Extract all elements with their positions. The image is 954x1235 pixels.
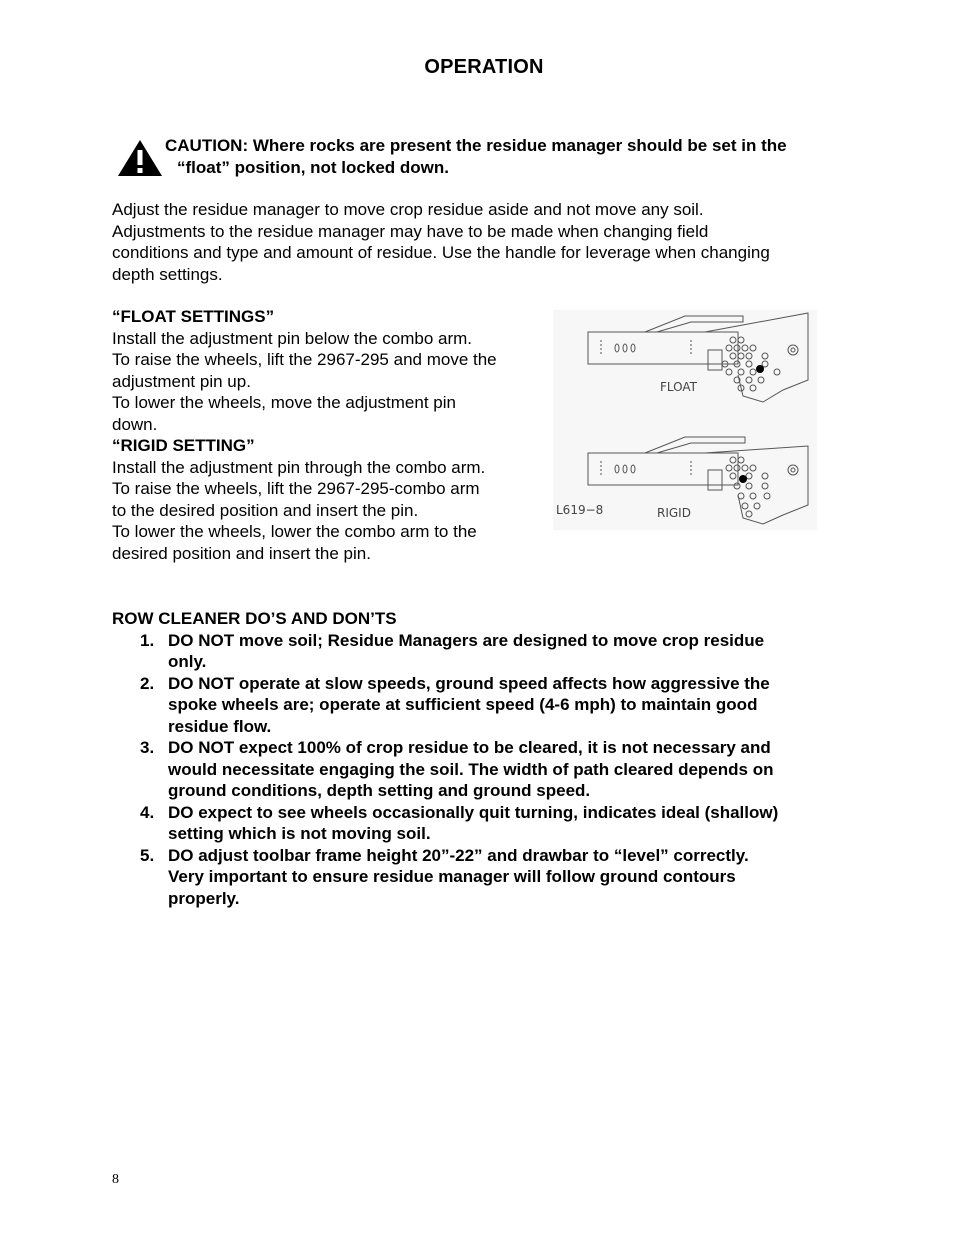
caution-line-1: CAUTION: Where rocks are present the residue manager should be set in the <box>165 136 787 155</box>
rigid-line: To raise the wheels, lift the 2967-295-combo arm <box>112 479 480 498</box>
item-line: DO NOT expect 100% of crop residue to be cleared, it is not necessary and <box>168 738 771 757</box>
page-number: 8 <box>112 1172 119 1187</box>
page-title: OPERATION <box>424 56 544 78</box>
float-line: To lower the wheels, move the adjustment pin <box>112 393 456 412</box>
item-line: residue flow. <box>168 716 272 736</box>
list-number: 3. <box>140 738 155 757</box>
float-line: To raise the wheels, lift the 2967-295 and move the <box>112 350 497 369</box>
item-line: DO NOT operate at slow speeds, ground speed affects how aggressive the <box>168 673 770 693</box>
item-line: properly. <box>168 888 240 908</box>
list-item <box>112 673 852 738</box>
item-line: spoke wheels are; operate at sufficient speed (4-6 mph) to maintain good <box>168 695 758 714</box>
intro-line: Adjust the residue manager to move crop residue aside and not move any soil. <box>112 200 704 219</box>
list-item <box>112 802 852 845</box>
item-line: Very important to ensure residue manager will follow ground contours <box>168 867 736 886</box>
intro-line: conditions and type and amount of residue. Use the handle for leverage when changing <box>112 243 770 262</box>
item-line: only. <box>168 652 207 671</box>
float-line: down. <box>112 414 158 434</box>
list-number: 1. <box>140 630 155 650</box>
list-number: 5. <box>140 845 155 865</box>
item-line: would necessitate engaging the soil. The width of path cleared depends on <box>168 759 774 779</box>
float-label: FLOAT <box>660 380 698 394</box>
rigid-setting-heading: “RIGID SETTING” <box>112 436 255 455</box>
item-line: ground conditions, depth setting and ground speed. <box>168 781 591 800</box>
list-number: 4. <box>140 802 155 822</box>
part-label: L619−8 <box>556 503 604 517</box>
row-cleaner-list <box>112 630 852 910</box>
list-item <box>112 737 852 802</box>
float-line: Install the adjustment pin below the combo arm. <box>112 328 473 348</box>
rigid-diagram <box>588 437 808 524</box>
item-line: DO expect to see wheels occasionally quit turning, indicates ideal (shallow) <box>168 802 779 822</box>
adjustment-diagram <box>553 310 817 530</box>
float-diagram <box>588 313 808 402</box>
list-number: 2. <box>140 673 155 693</box>
rigid-line: to the desired position and insert the pin. <box>112 500 419 520</box>
row-cleaner-section <box>112 608 852 909</box>
list-item <box>112 630 852 673</box>
row-cleaner-heading: ROW CLEANER DO’S AND DON’TS <box>112 609 397 628</box>
item-line: DO NOT move soil; Residue Managers are designed to move crop residue <box>168 630 765 650</box>
intro-line: Adjustments to the residue manager may have to be made when changing field <box>112 221 709 241</box>
caution-notice <box>165 135 865 178</box>
intro-paragraph <box>112 199 852 285</box>
caution-line-2: “float” position, not locked down. <box>177 157 449 177</box>
float-settings-heading: “FLOAT SETTINGS” <box>112 307 275 326</box>
settings-section <box>112 306 552 564</box>
list-item <box>112 845 852 910</box>
item-line: DO adjust toolbar frame height 20”-22” and drawbar to “level” correctly. <box>168 845 749 865</box>
rigid-line: To lower the wheels, lower the combo arm to the <box>112 522 477 541</box>
rigid-label: RIGID <box>657 506 691 520</box>
item-line: setting which is not moving soil. <box>168 824 431 843</box>
float-line: adjustment pin up. <box>112 371 251 391</box>
warning-triangle-icon <box>117 139 163 177</box>
rigid-line: Install the adjustment pin through the combo arm. <box>112 457 486 477</box>
intro-line: depth settings. <box>112 264 223 284</box>
rigid-line: desired position and insert the pin. <box>112 543 371 563</box>
